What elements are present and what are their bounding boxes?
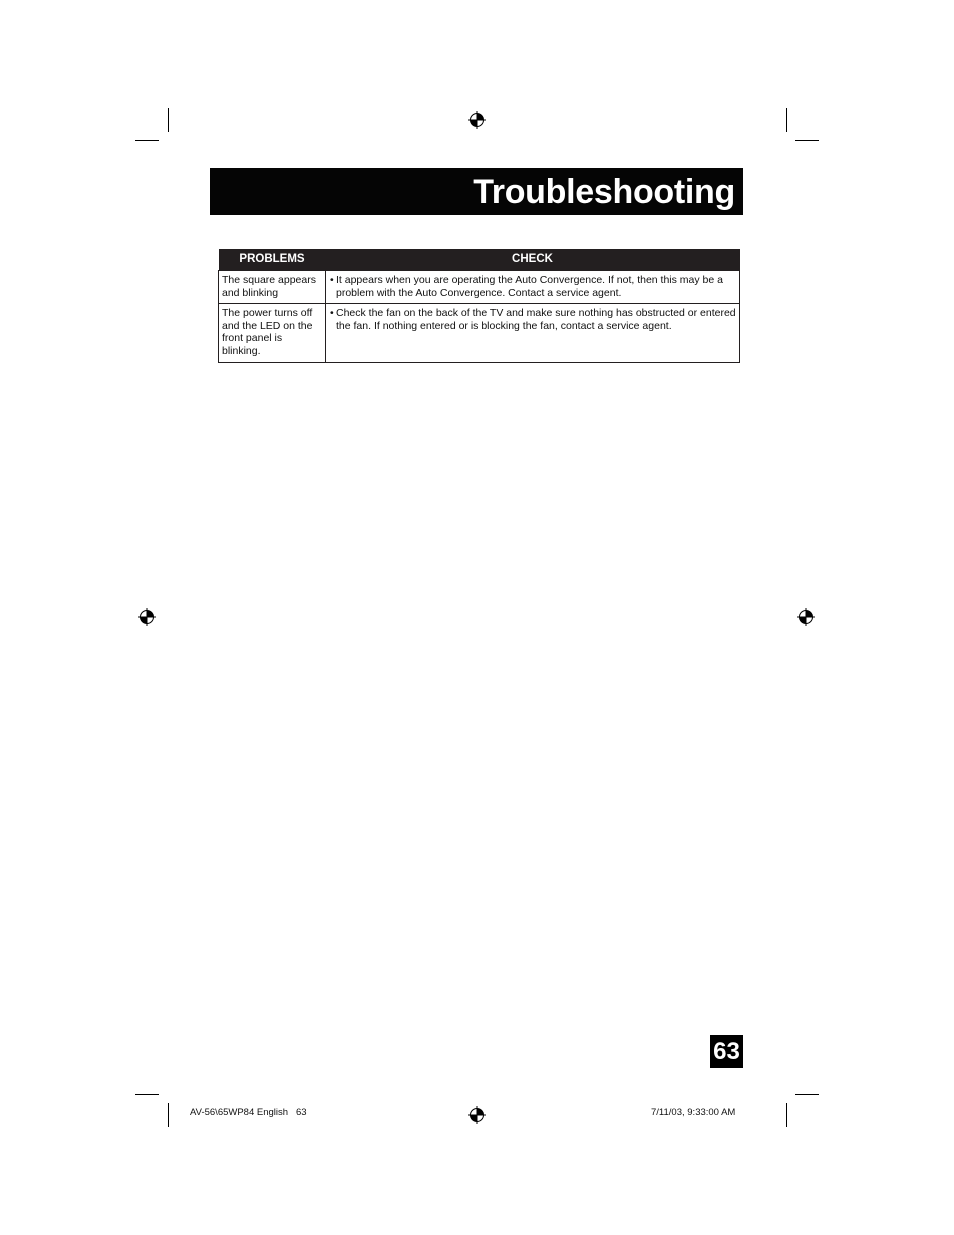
footer-file-info: AV-56\65WP84 English 63 <box>190 1107 307 1118</box>
registration-crosshair-icon <box>797 608 815 626</box>
check-text: It appears when you are operating the Auto Convergence. If not, then this may be a problem with the Auto Convergence. Contact a service agent. <box>336 274 723 299</box>
crop-mark-top-right-vertical <box>786 108 787 132</box>
check-bullet-item <box>330 307 736 332</box>
crop-mark-top-right-horizontal <box>795 140 819 141</box>
troubleshooting-table <box>218 249 740 363</box>
check-bullet-item <box>330 274 736 299</box>
registration-crosshair-icon <box>468 111 486 129</box>
problems-column-header: PROBLEMS <box>219 249 326 271</box>
problem-cell: The power turns off and the LED on the front panel is blinking. <box>219 304 326 363</box>
crop-mark-top-left-horizontal <box>135 140 159 141</box>
crop-mark-top-left-vertical <box>168 108 169 132</box>
crop-mark-bottom-right-horizontal <box>795 1094 819 1095</box>
problem-cell: The square appears and blinking <box>219 271 326 304</box>
crop-mark-bottom-left-horizontal <box>135 1094 159 1095</box>
bullet-icon: • <box>330 274 334 286</box>
footer-timestamp: 7/11/03, 9:33:00 AM <box>651 1107 736 1118</box>
table-row <box>219 304 740 363</box>
check-column-header: CHECK <box>326 249 740 271</box>
check-cell <box>326 304 740 363</box>
check-cell <box>326 271 740 304</box>
page-title: Troubleshooting <box>473 173 735 211</box>
section-title-bar <box>210 168 743 215</box>
registration-crosshair-icon <box>468 1106 486 1124</box>
crop-mark-bottom-left-vertical <box>168 1103 169 1127</box>
check-text: Check the fan on the back of the TV and make sure nothing has obstructed or entered the fan. If nothing entered or is blocking the fan, contact a service agent. <box>336 307 736 332</box>
table-header-row <box>219 249 740 271</box>
crop-mark-bottom-right-vertical <box>786 1103 787 1127</box>
registration-crosshair-icon <box>138 608 156 626</box>
page-number: 63 <box>710 1035 743 1068</box>
bullet-icon: • <box>330 307 334 319</box>
table-row <box>219 271 740 304</box>
